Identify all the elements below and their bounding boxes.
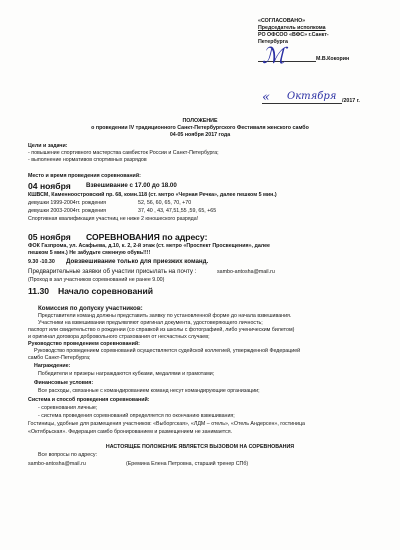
system-line: - система проведения соревнований определяется по окончанию взвешивания; [38, 413, 235, 419]
approval-line-1: Председатель исполкома [258, 25, 326, 31]
start-text: Начало соревнований [58, 286, 154, 296]
goals-title: Цели и задачи: [28, 143, 68, 149]
day2-title: СОРЕВНОВАНИЯ по адресу: [86, 232, 208, 242]
day1-group: девушки 1999-2004гг. рождения [28, 200, 107, 206]
finance-line: Все расходы, связанные с командированием команд несут командирующие организации; [38, 388, 260, 394]
commission-title: Комиссия по допуску участников: [38, 305, 143, 312]
finance-title: Финансовые условия: [34, 380, 94, 386]
day1-weights: 52, 56, 60, 65, 70, +70 [138, 200, 192, 206]
awards-line: Победители и призеры награждаются кубками, медалями и грамотами; [38, 371, 215, 377]
approval-date-suffix: /2017 г. [342, 98, 360, 104]
management-line: Руководство проведением соревнований осуществляется судейской коллегией, утвержденной Федерацией [34, 348, 301, 354]
prelim-note: (Проход в зал участников соревнований не ранее 9.00) [28, 277, 165, 283]
day1-note: Спортивная квалификация участниц не ниже 2 юношеского разряда! [28, 216, 199, 222]
approval-line-2: РО ОФСОО «ВФС» г.Санкт- [258, 32, 329, 38]
day1-group: девушки 2003-2004гг. рождения [28, 208, 107, 214]
management-line: самбо Санкт-Петербурга; [28, 355, 91, 361]
commission-line: паспорт или свидетельство о рождении (со справкой из школы с фотографией, либо ученическим билетом) [28, 327, 295, 333]
day2-place-line-2: пешком 5 мин.) Не забудьте сменную обувь!!!! [28, 250, 151, 256]
venue-title: Место и время проведения соревнований: [28, 173, 141, 179]
day2-place-line-1: ФОК Газпрома, ул. Асафьева, д.10, к. 2, 2-й этаж (ст. метро «Проспект Просвещения», далее [28, 243, 270, 249]
invite-notice: НАСТОЯЩЕЕ ПОЛОЖЕНИЕ ЯВЛЯЕТСЯ ВЫЗОВОМ НА СОРЕВНОВАНИЯ [105, 444, 295, 450]
day1-place: КШВСМ, Каменноостровский пр. 68, комн.118 (ст. метро «Черная Речка», далее пешком 5 мин.) [28, 192, 277, 198]
prelim-email-link[interactable]: sambo-antosha@mail.ru [217, 269, 275, 275]
contact-person: (Еремина Елена Петровна, старший тренер СПб) [126, 461, 249, 467]
document-title: ПОЛОЖЕНИЕ [182, 118, 218, 124]
awards-title: Награждение: [34, 363, 71, 369]
approval-line-3: Петербурга [258, 39, 288, 45]
goals-item: - выполнение нормативов спортивных разрядов [28, 157, 147, 163]
commission-line: Участники на взвешивании предъявляют оригинал документа, удостоверяющего личность; [38, 320, 263, 326]
document-subtitle-line-2: 04-05 ноября 2017 года [169, 132, 231, 138]
management-title: Руководство проведением соревнований: [28, 341, 140, 347]
questions-label: Все вопросы по адресу: [38, 452, 97, 458]
goals-item: - повышение спортивного мастерства самбисток России и Санкт-Петербурга; [28, 150, 219, 156]
handwritten-date-day: « [262, 90, 270, 105]
start-time: 11.30 [28, 286, 50, 296]
document-subtitle-line-1: о проведении IV традиционного Санкт-Петербургского Фестиваля женского самбо [91, 125, 309, 131]
approval-name: М.В.Кокорин [316, 56, 350, 62]
day2-date: 05 ноября [28, 232, 71, 242]
commission-line: Представители команд должны представить заявку по установленной форме до начала взвешивания. [38, 313, 292, 319]
date-line [262, 103, 342, 104]
handwritten-signature: ℳ [262, 44, 286, 69]
handwritten-date-month: Октября [287, 91, 337, 102]
day1-weights: 37, 40 , 43, 47,51,55 ,59, 65, +65 [138, 208, 217, 214]
day2-weighin-text: Довзвешивание только для приезжих команд. [66, 258, 209, 265]
day1-date: 04 ноября [28, 181, 71, 191]
system-title: Система и способ проведения соревнований: [28, 397, 150, 403]
day2-weighin-time: 9.30 -10.30 [28, 259, 55, 265]
system-line: «Октябрьская». Федерация самбо бронированием и размещением не занимается. [28, 429, 233, 435]
approval-title: «СОГЛАСОВАНО» [258, 18, 306, 24]
contact-email-link[interactable]: sambo-antosha@mail.ru [28, 461, 86, 467]
system-line: Гостиницы, удобные для размещения участников: «Выборгская», «ЛДМ – отель», «Отель Андерсен», гостиница [28, 421, 305, 427]
system-line: - соревнования личные; [38, 405, 98, 411]
day1-weighin: Взвешивание с 17.00 до 18.00 [86, 182, 177, 189]
commission-line: и оригинал договора добровольного страхования от несчастных случаев; [28, 334, 210, 340]
prelim-application-text: Предварительные заявки об участии присылать на почту : [28, 268, 197, 275]
